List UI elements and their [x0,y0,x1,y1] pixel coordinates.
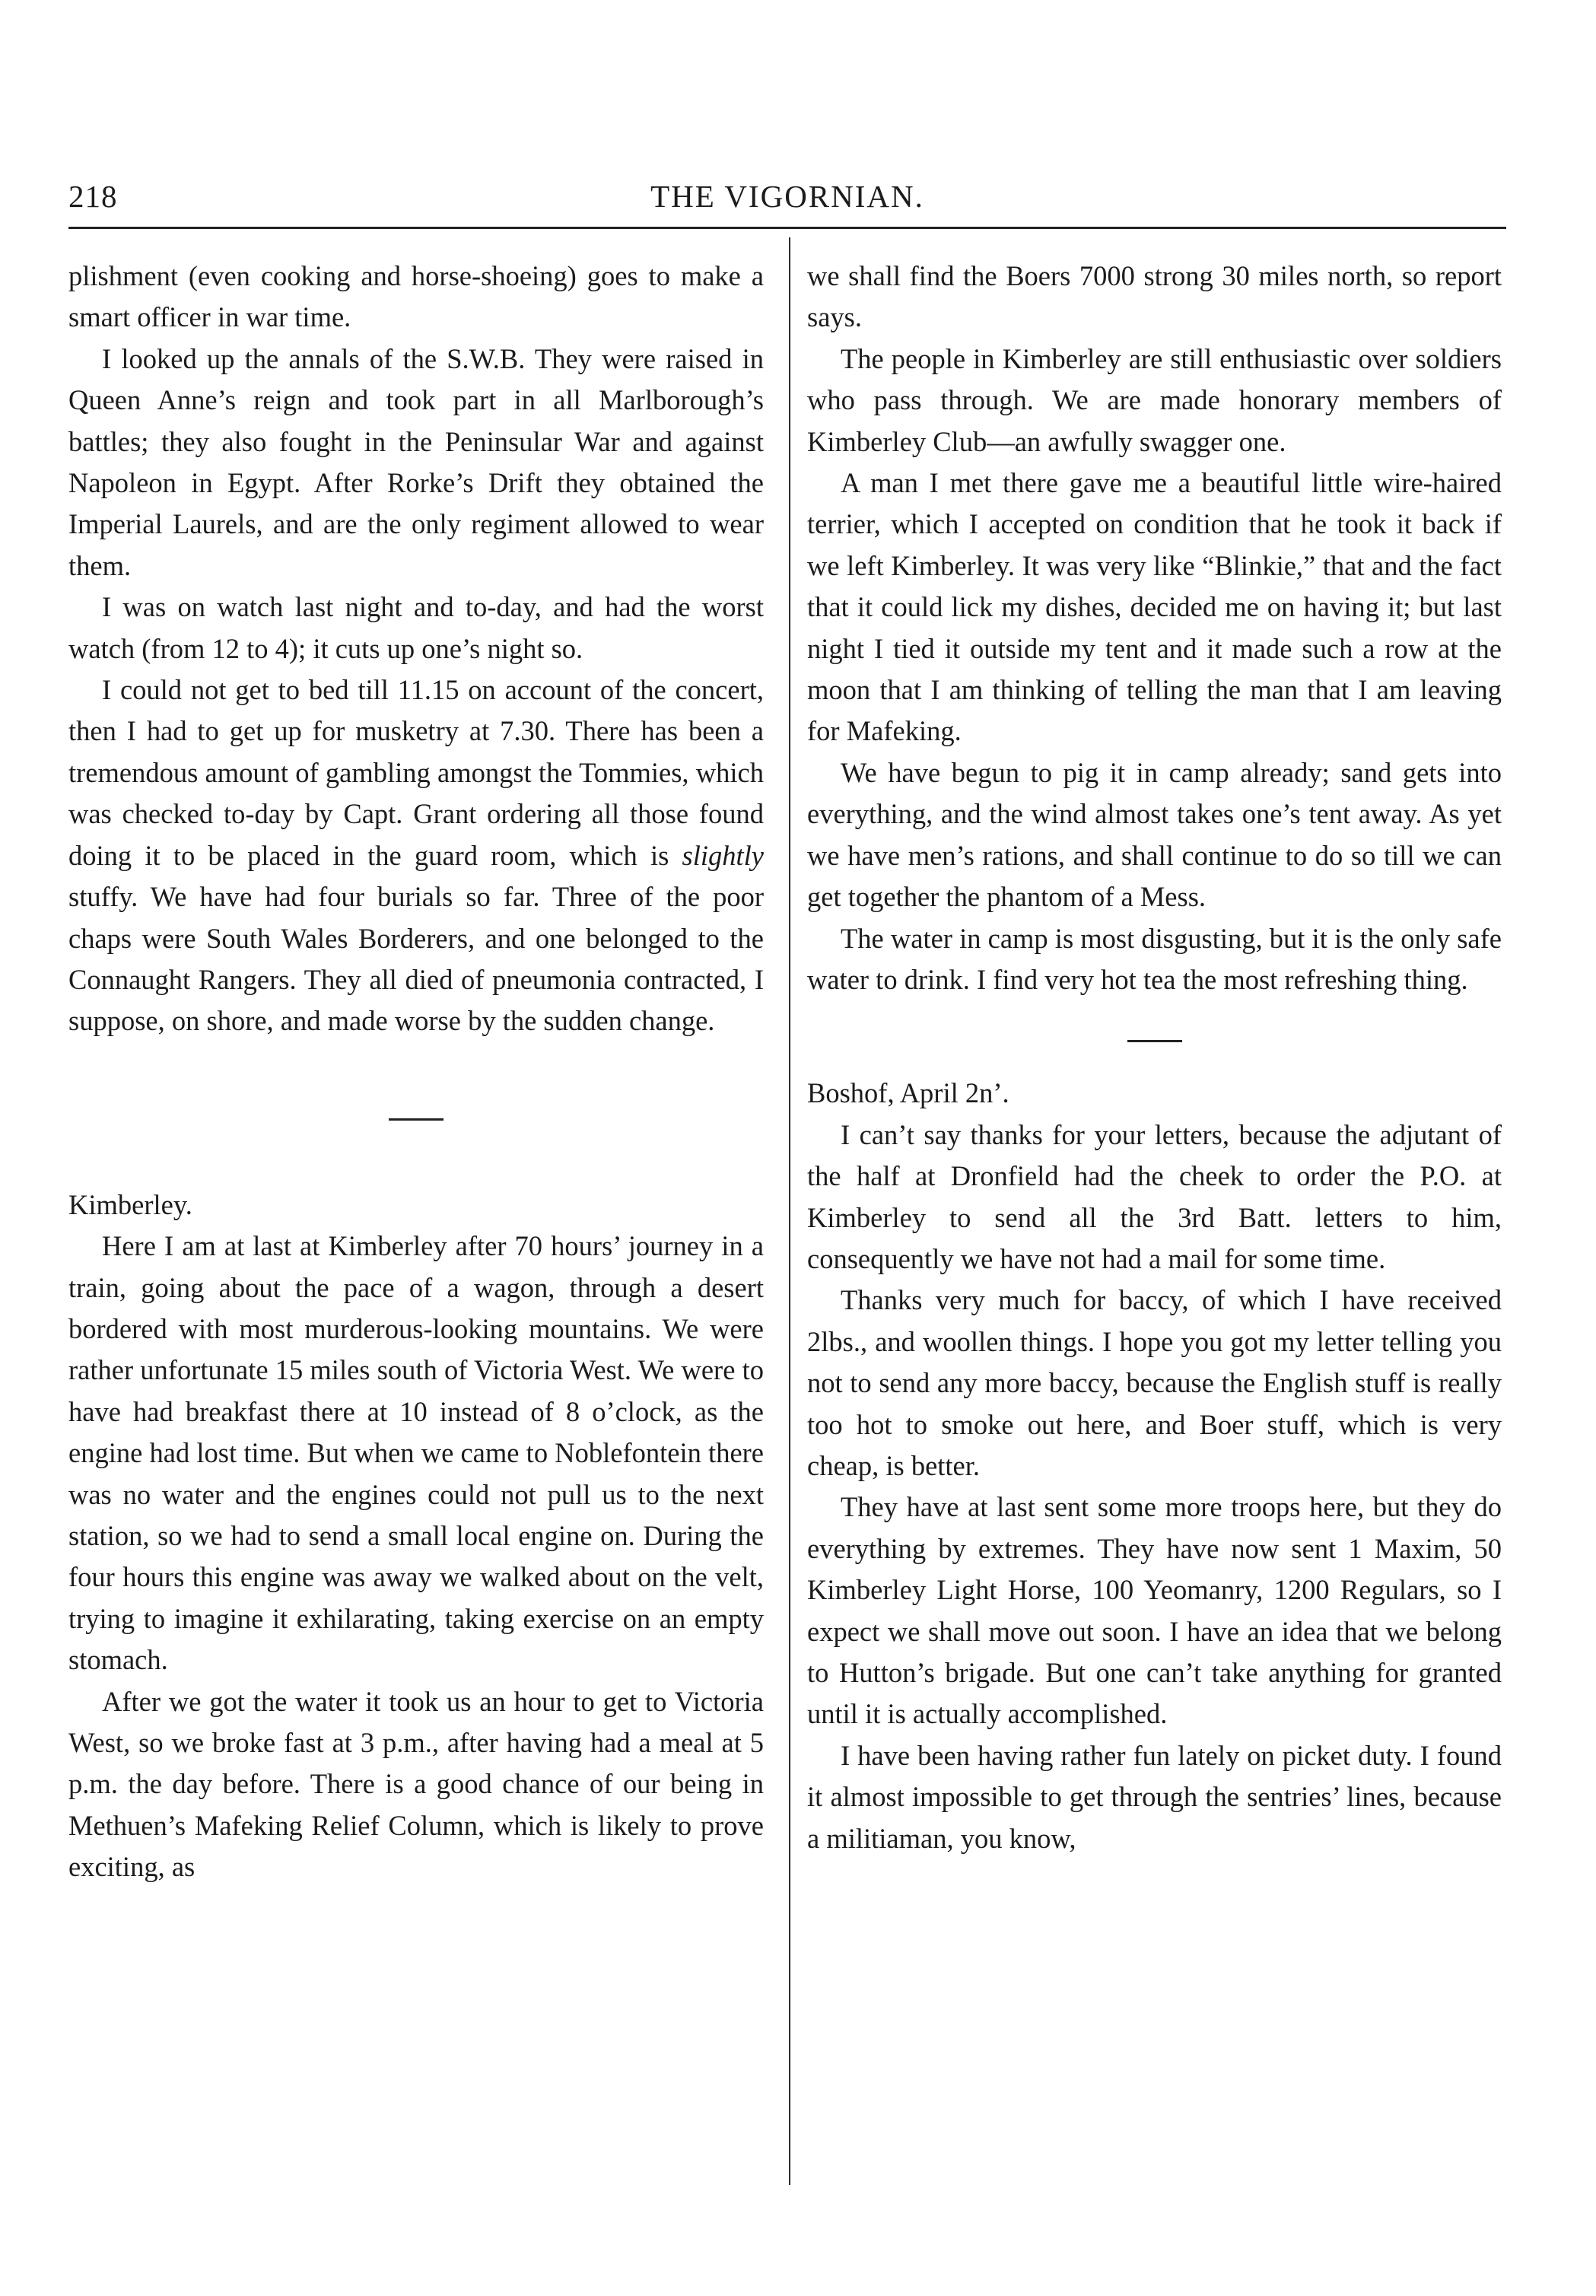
paragraph: we shall find the Boers 7000 strong 30 miles north, so report says. [807,260,1502,333]
paragraph: plishment (even cooking and horse-shoeing) goes to make a smart officer in war time. [68,260,764,333]
column-divider [789,237,790,2185]
paragraph: I can’t say thanks for your letters, because the adjutant of the half at Dronfield had the cheek to order the P.O. at Kimberley to send all the 3rd Batt. letters to him, consequently we have not had a mail for some time. [807,1118,1502,1274]
page-number: 218 [68,179,118,214]
paragraph: I have been having rather fun lately on picket duty. I found it almost impossible to get through the sentries’ lines, because a militiaman, you know, [807,1739,1502,1854]
header-rule [68,227,1506,229]
dateline: Boshof, April 2n’. [807,1077,1009,1109]
paragraph: After we got the water it took us an hour to get to Victoria West, so we broke fast at 3 p.m., after having had a meal at 5 p.m. the day before. There is a good chance of our being in Methuen’s Mafeking Relief Column, which is likely to prove exciting, as [68,1685,764,1883]
paragraph: A man I met there gave me a beautiful little wire-haired terrier, which I accepted on condition that he took it back if we left Kimberley. It was very like “Blinkie,” that and the fact that it could lick my dishes, decided me on having it; but last night I tied it outside my tent and it made such a row at the moon that I am thinking of telling the man that I am leaving for Mafeking. [807,467,1502,747]
left-column [68,256,764,1888]
paragraph [68,669,764,1042]
running-title: THE VIGORNIAN. [650,179,924,214]
paragraph: I was on watch last night and to-day, and had the worst watch (from 12 to 4); it cuts up one’s night so. [68,591,764,664]
italic-word: slightly [682,839,764,871]
paragraph-text: stuffy. We have had four burials so far. Three of the poor chaps were South Wales Borderers, and one belonged to the Connaught Rangers. They all died of pneumonia contracted, I suppose, on shore, and made worse by the sudden change. [68,881,764,1037]
page-header [68,166,1506,219]
paragraph: Here I am at last at Kimberley after 70 hours’ journey in a train, going about the pace of a wagon, through a desert bordered with most murderous-looking mountains. We were rather unfortunate 15 miles south of Victoria West. We were to have had breakfast there at 10 instead of 8 o’clock, as the engine had lost time. But when we came to Noblefontein there was no water and the engines could not pull us to the next station, so we had to send a small local engine on. During the four hours this engine was away we walked about on the velt, trying to imagine it exhilarating, taking exercise on an empty stomach. [68,1230,764,1676]
paragraph-text: I could not get to bed till 11.15 on account of the concert, then I had to get up for musketry at 7.30. There has been a tremendous amount of gambling amongst the Tommies, which was checked to-day by Capt. Grant ordering all those found doing it to be placed in the guard room, which is [68,674,764,871]
paragraph: They have at last sent some more troops here, but they do everything by extremes. They have now sent 1 Maxim, 50 Kimberley Light Horse, 100 Yeomanry, 1200 Regulars, so I expect we shall move out soon. I have an idea that we belong to Hutton’s brigade. But one can’t take anything for granted until it is actually accomplished. [807,1491,1502,1730]
paragraph: We have begun to pig it in camp already; sand gets into everything, and the wind almost takes one’s tent away. As yet we have men’s rations, and shall continue to do so till we can get together the phantom of a Mess. [807,756,1502,913]
paragraph: Thanks very much for baccy, of which I have received 2lbs., and woollen things. I hope you got my letter telling you not to send any more baccy, because the English stuff is really too hot to smoke out here, and Boer stuff, which is very cheap, is better. [807,1284,1502,1481]
dateline: Kimberley. [68,1188,192,1220]
paragraph: The water in camp is most disgusting, but it is the only safe water to drink. I find very hot tea the most refreshing thing. [807,922,1502,995]
paragraph: I looked up the annals of the S.W.B. They were raised in Queen Anne’s reign and took part in all Marlborough’s battles; they also fought in the Peninsular War and against Napoleon in Egypt. After Rorke’s Drift they obtained the Imperial Laurels, and are the only regiment allowed to wear them. [68,342,764,581]
paragraph: The people in Kimberley are still enthusiastic over soldiers who pass through. We are made honorary members of Kimberley Club—an awfully swagger one. [807,342,1502,457]
right-column [807,256,1502,1859]
